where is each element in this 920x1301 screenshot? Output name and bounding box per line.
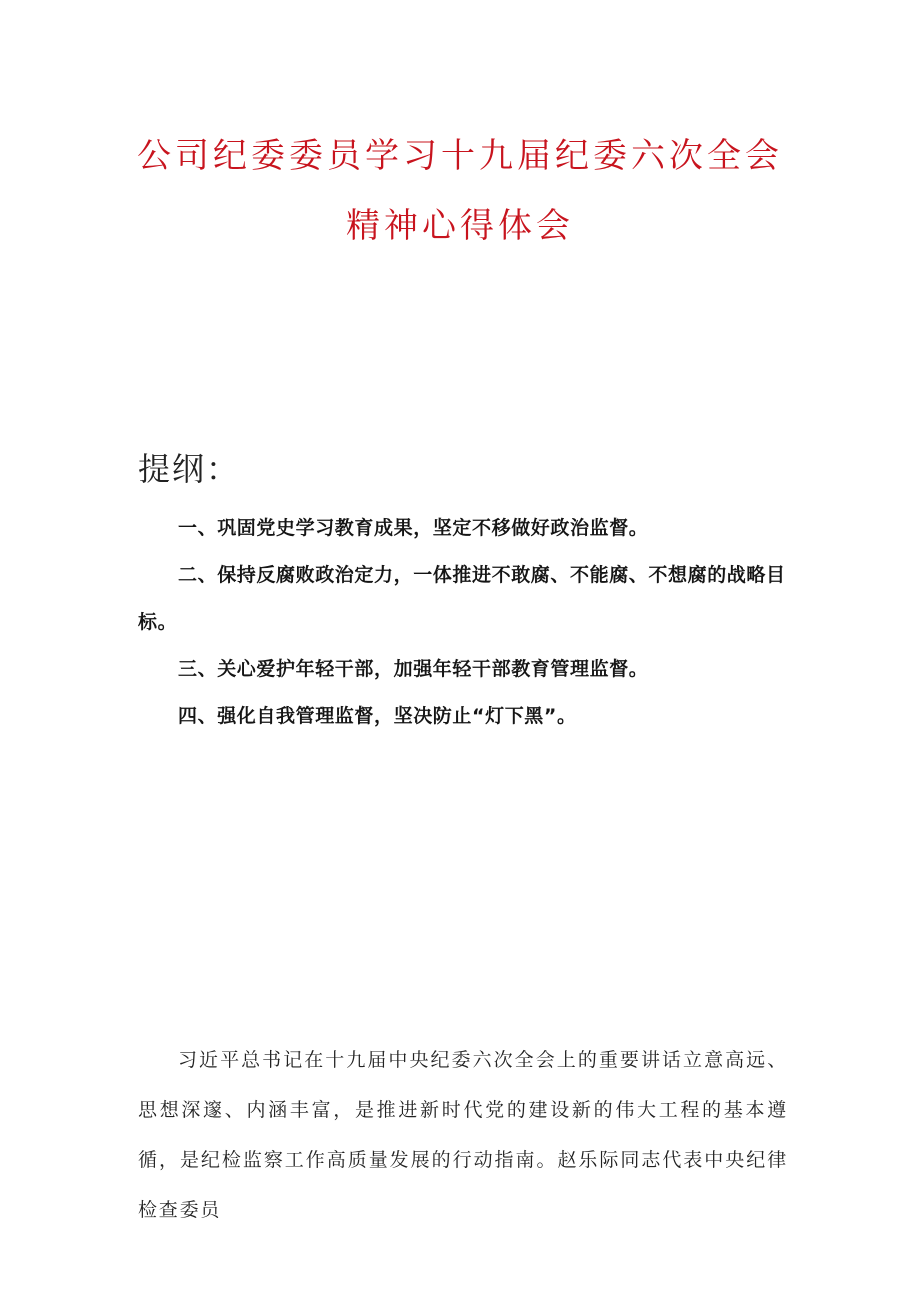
document-title-line-2: 精神心得体会 [346,206,574,246]
body-paragraph: 习近平总书记在十九届中央纪委六次全会上的重要讲话立意高远、思想深邃、内涵丰富，是推进新时代党的建设新的伟大工程的基本遵循，是纪检监察工作高质量发展的行动指南。赵乐际同志代表中央纪律检查委员 [138,1049,788,1221]
document-title-line-1: 公司纪委委员学习十九届纪委六次全会 [137,136,783,176]
outline-list [138,505,788,740]
outline-item: 一、巩固党史学习教育成果，坚定不移做好政治监督。 [178,517,649,539]
outline-item: 三、关心爱护年轻干部，加强年轻干部教育管理监督。 [178,658,649,680]
outline-heading: 提纲： [138,450,241,488]
outline-item: 四、强化自我管理监督，坚决防止“灯下黑”。 [178,705,577,727]
outline-item: 二、保持反腐败政治定力，一体推进不敢腐、不能腐、不想腐的战略目标。 [138,564,786,633]
